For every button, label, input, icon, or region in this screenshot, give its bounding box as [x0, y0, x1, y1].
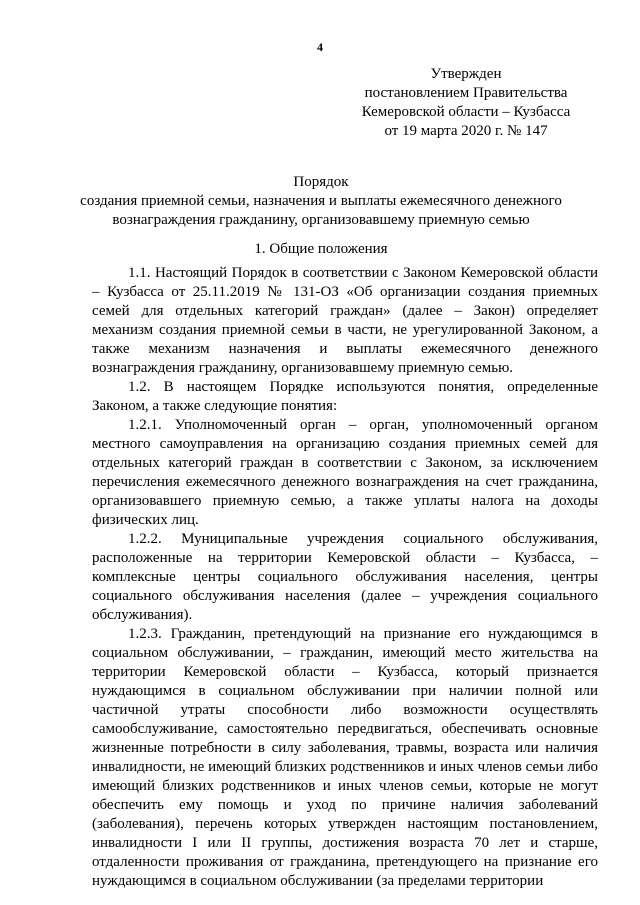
paragraph: 1.2.2. Муниципальные учреждения социального обслуживания, расположенные на территории Кемеровской области – Кузбасса, – комплексные центры социального обслуживания населения, центры социального обслуживания населения (далее – учреждения социального обслуживания). — [92, 531, 598, 623]
approval-line: Кемеровской области – Кузбасса — [361, 104, 571, 120]
approval-line: постановлением Правительства — [364, 85, 568, 101]
paragraph: 1.2.3. Гражданин, претендующий на признание его нуждающимся в социальном обслуживании, – гражданин, имеющий место жительства на территории Кемеровской области – Кузбасса, который признается нуждающимся в социальном обслуживании при наличии полной или частичной утраты способности либо возможности осуществлять самообслуживание, самостоятельно передвигаться, обеспечивать основные жизненные потребности в силу заболевания, травмы, возраста или наличия инвалидности, не имеющий близких родственников и иных членов семьи либо имеющий близких родственников и иных членов семьи, которые не могут обеспечить ему помощь и уход по причине наличия заболеваний (заболевания), перечень которых утвержден настоящим постановлением, инвалидности I или II группы, достижения возраста 70 лет и старше, отдаленности проживания от гражданина, претендующего на признание его нуждающимся в социальном обслуживании (за пределами территории — [92, 626, 598, 889]
title-line: вознаграждения гражданину, организовавшему приемную семью — [112, 212, 530, 228]
approval-stamp — [356, 65, 576, 141]
document-title — [60, 173, 582, 230]
paragraph: 1.2.1. Уполномоченный орган – орган, уполномоченный органом местного самоуправления на организацию создания приемных семей для отдельных категорий граждан в соответствии с Законом, за исключением перечисления ежемесячного денежного вознаграждения на счет гражданина, организовавшего приемную семью, а также уплаты налога на доходы физических лиц. — [92, 417, 598, 528]
approval-line: от 19 марта 2020 г. № 147 — [384, 123, 548, 139]
title-line: Порядок — [293, 174, 349, 190]
approval-line: Утвержден — [430, 66, 502, 82]
page-number: 4 — [317, 40, 323, 54]
title-line: создания приемной семьи, назначения и выплаты ежемесячного денежного — [80, 193, 562, 209]
section-heading: 1. Общие положения — [254, 241, 388, 257]
body-text — [92, 264, 598, 891]
paragraph: 1.2. В настоящем Порядке используются понятия, определенные Законом, а также следующие понятия: — [92, 379, 598, 414]
paragraph: 1.1. Настоящий Порядок в соответствии с Законом Кемеровской области – Кузбасса от 25.11.2019 № 131-ОЗ «Об организации создания приемных семей для отдельных категорий граждан» (далее – Закон) определяет механизм создания приемной семьи в части, не урегулированной Законом, а также механизм назначения и выплаты ежемесячного денежного вознаграждения гражданину, организовавшему приемную семью. — [92, 265, 598, 376]
